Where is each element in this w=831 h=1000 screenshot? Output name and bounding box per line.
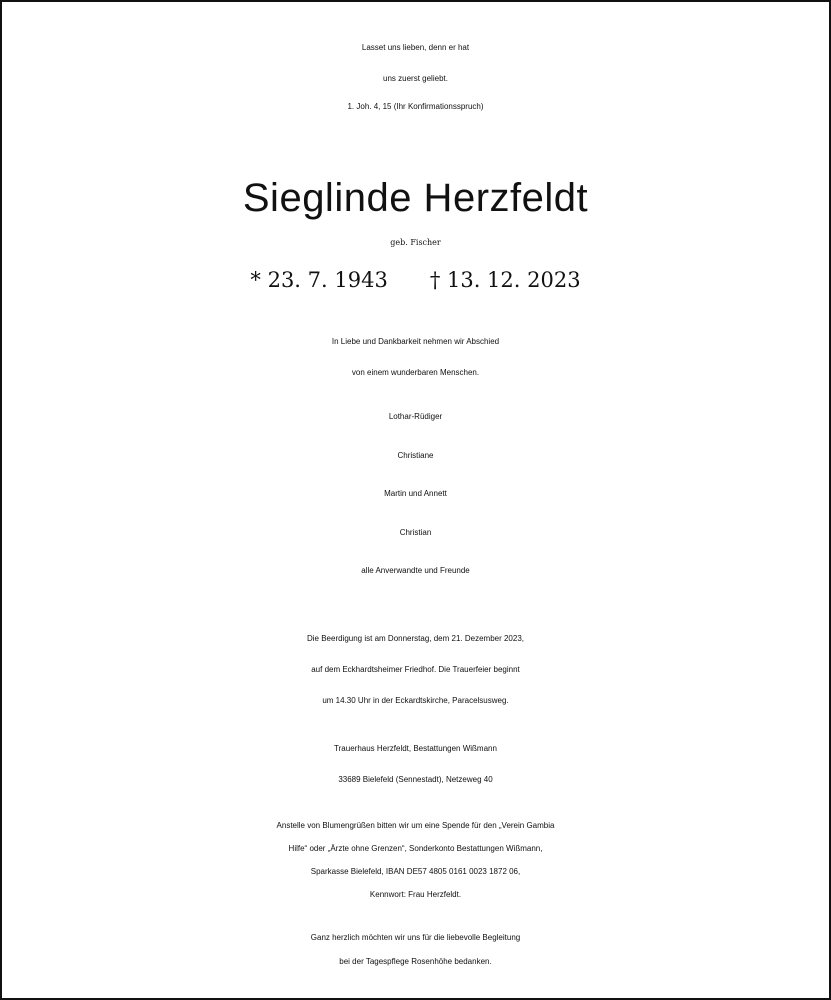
donation-line-4: Kennwort: Frau Herzfeldt. [369,890,462,899]
intro-line-2: von einem wunderbaren Menschen. [351,368,480,377]
verse-reference [2,96,829,118]
death-date: † 13. 12. 2023 [429,268,581,292]
birth-date: * 23. 7. 1943 [250,268,388,292]
deceased-name [2,160,829,236]
undertaker-address [2,733,829,795]
verse-line-2: uns zuerst geliebt. [383,74,448,83]
mourner-name: Martin und Annett [384,489,447,498]
mourners-list [2,398,829,591]
thanks-line-2: bei der Tagespflege Rosenhöhe bedanken. [339,957,492,966]
maiden-name [2,231,829,255]
verse-line-1: Lasset uns lieben, denn er hat [361,43,470,52]
donation-request [2,814,829,906]
funeral-line-1: Die Beerdigung ist am Donnerstag, dem 21. Dezember 2023, [306,634,524,643]
mourner-name: alle Anverwandte und Freunde [361,566,470,575]
deceased-name-text: Sieglinde Herzfeldt [242,176,589,220]
maiden-name-text: geb. Fischer [390,238,441,247]
undertaker-line-2: 33689 Bielefeld (Sennestadt), Netzeweg 40 [338,775,493,784]
undertaker-line-1: Trauerhaus Herzfeldt, Bestattungen Wißmann [334,744,497,753]
thanks-line-1: Ganz herzlich möchten wir uns für die liebevolle Begleitung [310,933,521,942]
funeral-line-3: um 14.30 Uhr in der Eckardtskirche, Paracelsusweg. [322,696,509,705]
mourner-name: Christian [399,527,432,537]
thanks-note [2,926,829,974]
mourner-name: Christiane [397,450,434,460]
mourner-name: Lothar-Rüdiger [388,412,443,421]
intro-line-1: In Liebe und Dankbarkeit nehmen wir Abschied [331,337,500,346]
funeral-line-2: auf dem Eckhardtsheimer Friedhof. Die Trauerfeier beginnt [311,665,520,674]
donation-line-2: Hilfe“ oder „Ärzte ohne Grenzen“, Sonderkonto Bestattungen Wißmann, [288,844,543,853]
verse-reference-text: 1. Joh. 4, 15 (Ihr Konfirmationsspruch) [347,102,484,111]
donation-line-1: Anstelle von Blumengrüßen bitten wir um eine Spende für den „Verein Gambia [276,821,555,830]
life-dates [2,266,829,294]
farewell-intro [2,326,829,388]
funeral-details [2,623,829,716]
donation-line-3: Sparkasse Bielefeld, IBAN DE57 4805 0161 0023 1872 06, [310,867,521,876]
bible-verse [2,32,829,94]
